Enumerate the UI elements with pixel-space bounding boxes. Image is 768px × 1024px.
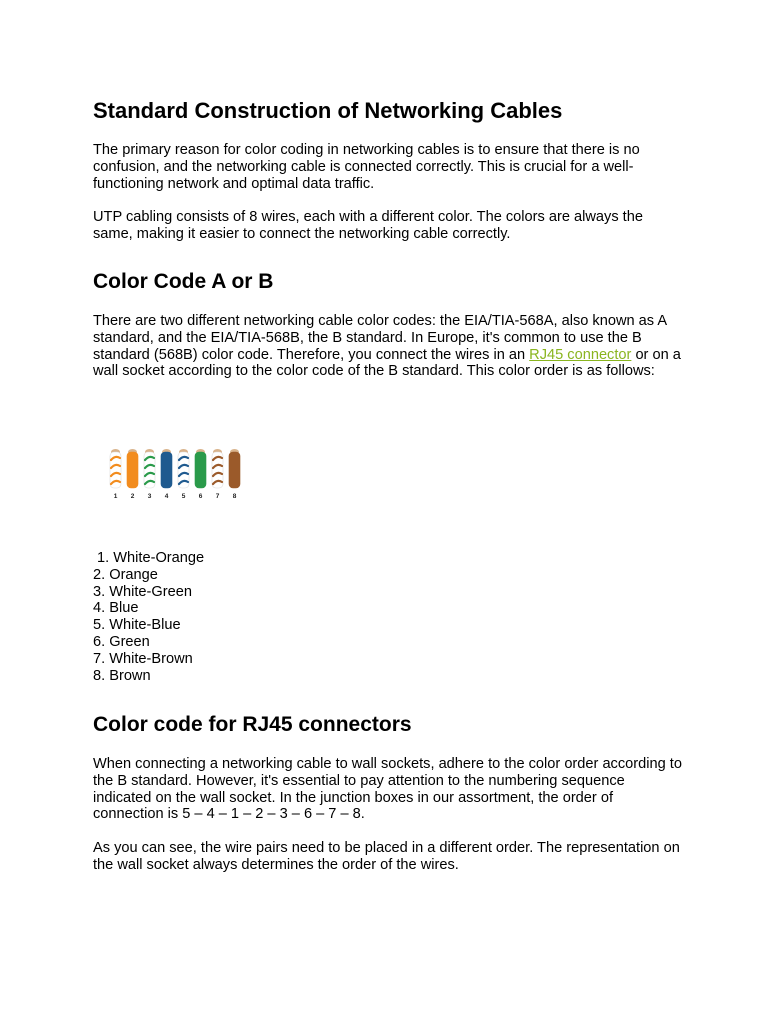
wire-6 <box>195 449 206 488</box>
wire-number-label: 7 <box>215 493 220 500</box>
wire-7 <box>212 449 223 488</box>
list-item: 1. White-Orange <box>93 550 205 566</box>
wire-4 <box>161 449 172 488</box>
wire-1 <box>110 449 121 488</box>
wire-5 <box>178 449 189 488</box>
wire-pairs-paragraph: As you can see, the wire pairs need to be placed in a different order. The representation on the wall socket always determines the order of the wires. <box>93 840 680 873</box>
section-heading-rj45: Color code for RJ45 connectors <box>93 713 412 736</box>
list-item: 8. Brown <box>93 667 151 684</box>
wire-number-label: 6 <box>198 493 203 500</box>
wire-number-label: 4 <box>164 493 169 500</box>
wire-number-label: 5 <box>181 493 186 500</box>
color-code-text-end: or on a wall socket according to the color code of the B standard. This color order is as follows: <box>93 346 681 380</box>
wire-number-label: 3 <box>147 493 152 500</box>
wire-3 <box>144 449 155 488</box>
list-item: 7. White-Brown <box>93 650 193 667</box>
wall-socket-paragraph: When connecting a networking cable to wall sockets, adhere to the color order according to the B standard. However, it's essential to pay attention to the numbering sequence indicated on the wall socket. In the junction boxes in our assortment, the order of connection is 5 – 4 – 1 – 2 – 3 – 6 – 7 – 8. <box>93 756 682 823</box>
utp-paragraph: UTP cabling consists of 8 wires, each with a different color. The colors are always the same, making it easier to connect the networking cable correctly. <box>93 209 643 242</box>
wire-number-label: 8 <box>232 493 237 500</box>
color-code-text-start: There are two different networking cable color codes: the EIA/TIA-568A, also known as A standard, and the EIA/TIA-568B, the B standard. In Europe, it's common to use the B standard (568B) color code. Therefore, you connect the wires in an <box>93 313 667 363</box>
list-item: 3. White-Green <box>93 583 192 600</box>
list-item: 5. White-Blue <box>93 617 181 634</box>
rj45-connector-link[interactable]: RJ45 connector <box>529 346 632 363</box>
wire-number-label: 1 <box>113 493 118 500</box>
section-heading-color-code: Color Code A or B <box>93 270 274 293</box>
list-item: 6. Green <box>93 633 150 650</box>
wire-8 <box>229 449 240 488</box>
color-code-paragraph <box>93 313 683 380</box>
intro-paragraph: The primary reason for color coding in networking cables is to ensure that there is no confusion, and the networking cable is connected correctly. This is crucial for a well-functioning network and optimal data traffic. <box>93 142 640 192</box>
list-item: 2. Orange <box>93 566 158 583</box>
cable-color-order-image <box>93 422 248 502</box>
list-item: 4. Blue <box>93 600 139 617</box>
wire-2 <box>127 449 138 488</box>
page-title: Standard Construction of Networking Cables <box>93 98 563 123</box>
wire-order-list <box>93 550 204 684</box>
wire-number-label: 2 <box>130 493 135 500</box>
